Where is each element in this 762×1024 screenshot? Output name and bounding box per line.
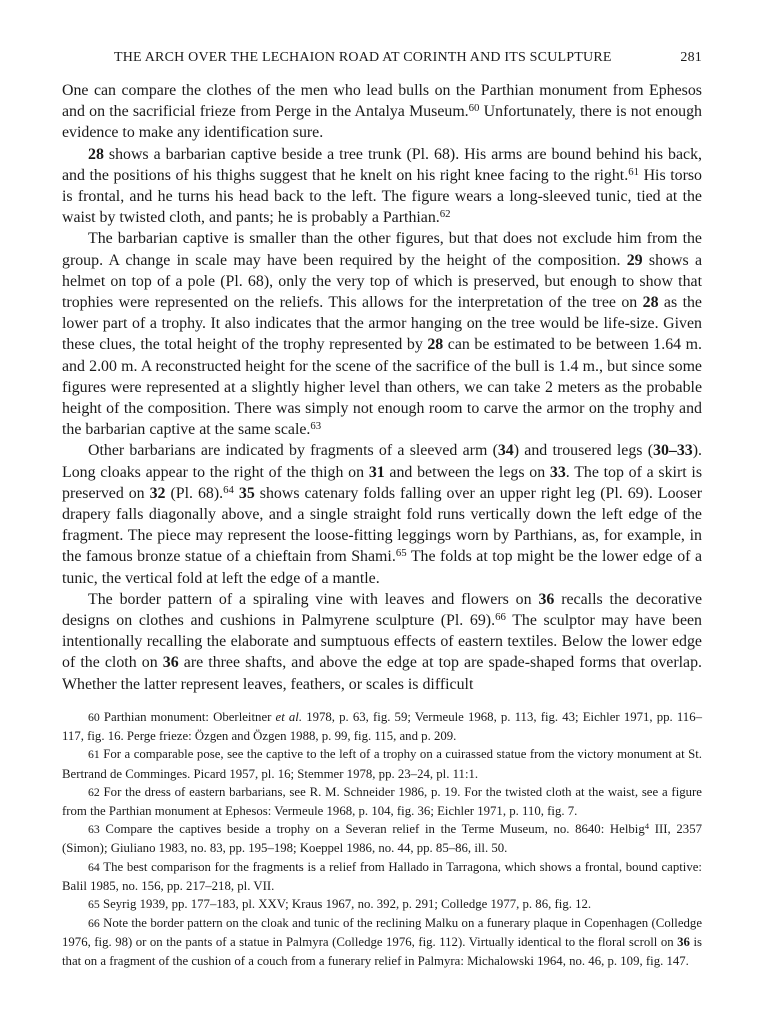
page-number: 281 [680,50,702,65]
text-run: can be estimated to be between 1.64 m. and 2.00 m. A reconstructed height for the scene of the sacrifice of the bull is 1.4 m., but since some figures were represented at a slightly higher level than others, we can take 2 meters as the probable height of the composition. There was simply not enough room to carve the armor on the trophy and the barbarian captive at the same scale. [62,336,702,439]
footnote-number: 64 [88,860,100,874]
footnote-65 [62,895,702,914]
footnote-ref: 66 [495,611,506,624]
text-run: For a comparable pose, see the captive to the left of a trophy on a cuirassed statue from the victory monument at St. Bertrand de Comminges. Picard 1957, pl. 16; Stemmer 1978, pp. 23–24, pl. 11:1. [62,747,702,781]
footnote-ref: 62 [439,208,451,221]
text-run: III, 2357 (Simon); Giuliano 1983, no. 83, pp. 195–198; Koeppel 1986, no. 44, pp. 85–86, ill. 50. [62,822,702,856]
paragraph-3 [62,228,702,440]
text-run: and between the legs on [384,463,550,481]
text-run: are three shafts, and above the edge at top are spade-shaped forms that overlap. Whether the latter represent leaves, feathers, or scales is difficult [62,654,702,693]
footnote-number: 63 [88,823,100,837]
catalogue-number: 30–33 [653,442,693,460]
footnote-60 [62,708,702,745]
main-text [62,80,702,695]
text-run: shows a barbarian captive beside a tree trunk (Pl. 68). His arms are bound behind his back, and the positions of his thighs suggest that he knelt on his right knee facing to the right. [62,145,702,184]
footnote-ref: 60 [468,102,480,115]
text-run: For the dress of eastern barbarians, see R. M. Schneider 1986, p. 19. For the twisted cloth at the waist, see a figure from the Parthian monument at Ephesos: Vermeule 1968, p. 104, fig. 36; Eichler 1971, p. 110, fig. 7. [62,784,702,819]
catalogue-number: 36 [677,935,690,950]
paragraph-1 [62,80,702,144]
text-run: ) and trousered legs ( [513,442,653,460]
footnote-62 [62,783,702,820]
catalogue-number: 29 [626,251,643,269]
footnote-ref: 61 [628,165,639,178]
text-run: Unfortunately, there is not enough evidence to make any identification sure. [62,103,702,142]
italic-text: et al. [275,710,303,724]
footnote-ref: 64 [223,484,234,496]
text-run: Seyrig 1939, pp. 177–183, pl. XXV; Kraus 1967, no. 392, p. 291; Colledge 1977, p. 86, fig. 12. [99,897,592,912]
footnote-number: 61 [88,748,100,762]
catalogue-number: 36 [538,590,555,608]
catalogue-number: 28 [642,294,659,312]
text-run: ). Long cloaks appear to the right of the thigh on [62,442,702,481]
footnote-64 [62,858,702,895]
text-run: The border pattern of a spiraling vine with leaves and flowers on [88,590,539,608]
catalogue-number: 36 [162,654,179,672]
footnote-number: 66 [88,917,100,931]
text-run: (Pl. 68). [165,484,224,502]
text-run: is that on a fragment of the cushion of a couch from a funerary relief in Palmyra: Michalowski 1964, no. 46, p. 109, fig. 147. [62,935,702,968]
text-run: The sculptor may have been intentionally recalling the elaborate and sumptuous effects of eastern textiles. Below the lower edge of the cloth on [62,612,703,672]
catalogue-number: 35 [238,484,255,502]
text-run: recalls the decorative designs on clothes and cushions in Palmyrene sculpture (Pl. 69). [62,590,703,630]
catalogue-number: 34 [497,442,514,460]
footnote-61 [62,745,702,782]
text-run: as the lower part of a trophy. It also indicates that the armor hanging on the tree would be life-size. Given these clues, the total height of the trophy represented by [62,294,702,354]
footnote-number: 65 [88,898,100,912]
catalogue-number: 33 [549,463,566,481]
text-run: One can compare the clothes of the men who lead bulls on the Parthian monument from Ephesos and on the sacrificial frieze from Perge in the Antalya Museum. [62,82,702,121]
paragraph-4 [62,440,702,588]
catalogue-number: 32 [149,484,166,502]
catalogue-number: 28 [427,336,444,354]
footnote-66 [62,914,702,970]
text-run: His torso is frontal, and he turns his head back to the left. The figure wears a long-sleeved tunic, tied at the waist by twisted cloth, and pants; he is probably a Parthian. [62,166,702,227]
text-run: Other barbarians are indicated by fragments of a sleeved arm ( [88,442,498,460]
catalogue-number: 28 [88,145,104,163]
text-run: Compare the captives beside a trophy on a Severan relief in the Terme Museum, no. 8640: Helbig [99,822,645,837]
footnote-63 [62,820,702,857]
footnote-ref: 4 [644,821,650,832]
text-run: Parthian monument: Oberleitner [99,710,276,724]
text-run: The barbarian captive is smaller than the other figures, but that does not exclude him from the group. A change in scale may have been required by the height of the composition. [62,230,702,269]
text-run: shows a helmet on top of a pole (Pl. 68), only the very top of which is preserved, but enough to show that trophies were represented on the reliefs. This allows for the interpretation of the tree on [62,251,702,312]
paragraph-2 [62,144,702,229]
paragraph-5 [62,589,702,695]
text-run: The folds at top might be the lower edge of a tunic, the vertical fold at left the edge of a mantle. [62,548,702,587]
footnote-ref: 65 [395,547,407,560]
footnote-number: 60 [88,711,100,724]
text-run: Note the border pattern on the cloak and tunic of the reclining Malku on a funerary plaque in Copenhagen (Colledge 1976, fig. 98) or on the pants of a statue in Palmyra (Colledge 1976, fig. 112). Virtually identical to the floral scroll on [62,916,702,950]
footnote-number: 62 [88,785,100,799]
running-title: THE ARCH OVER THE LECHAION ROAD AT CORINTH AND ITS SCULPTURE [114,50,612,65]
footnote-ref: 63 [310,420,322,433]
text-run: . The top of a skirt is preserved on [62,463,703,502]
text-run: The best comparison for the fragments is a relief from Hallado in Tarragona, which shows a frontal, bound captive: Balil 1985, no. 156, pp. 217–218, pl. VII. [62,859,702,893]
catalogue-number: 31 [368,463,385,481]
footnotes [62,708,702,970]
text-run: shows catenary folds falling over an upper right leg (Pl. 69). Looser drapery falls diagonally above, and a single straight fold runs vertically down the left edge of the fragment. The piece may represent the loose-fitting leggings worn by Parthians, as, for example, in the famous bronze statue of a chieftain from Shami. [62,484,702,566]
text-run: 1978, p. 63, fig. 59; Vermeule 1968, p. 113, fig. 43; Eichler 1971, pp. 116–117, fig. 16. Perge frieze: Özgen and Özgen 1988, p. 99, fig. 115, and p. 209. [62,710,702,744]
